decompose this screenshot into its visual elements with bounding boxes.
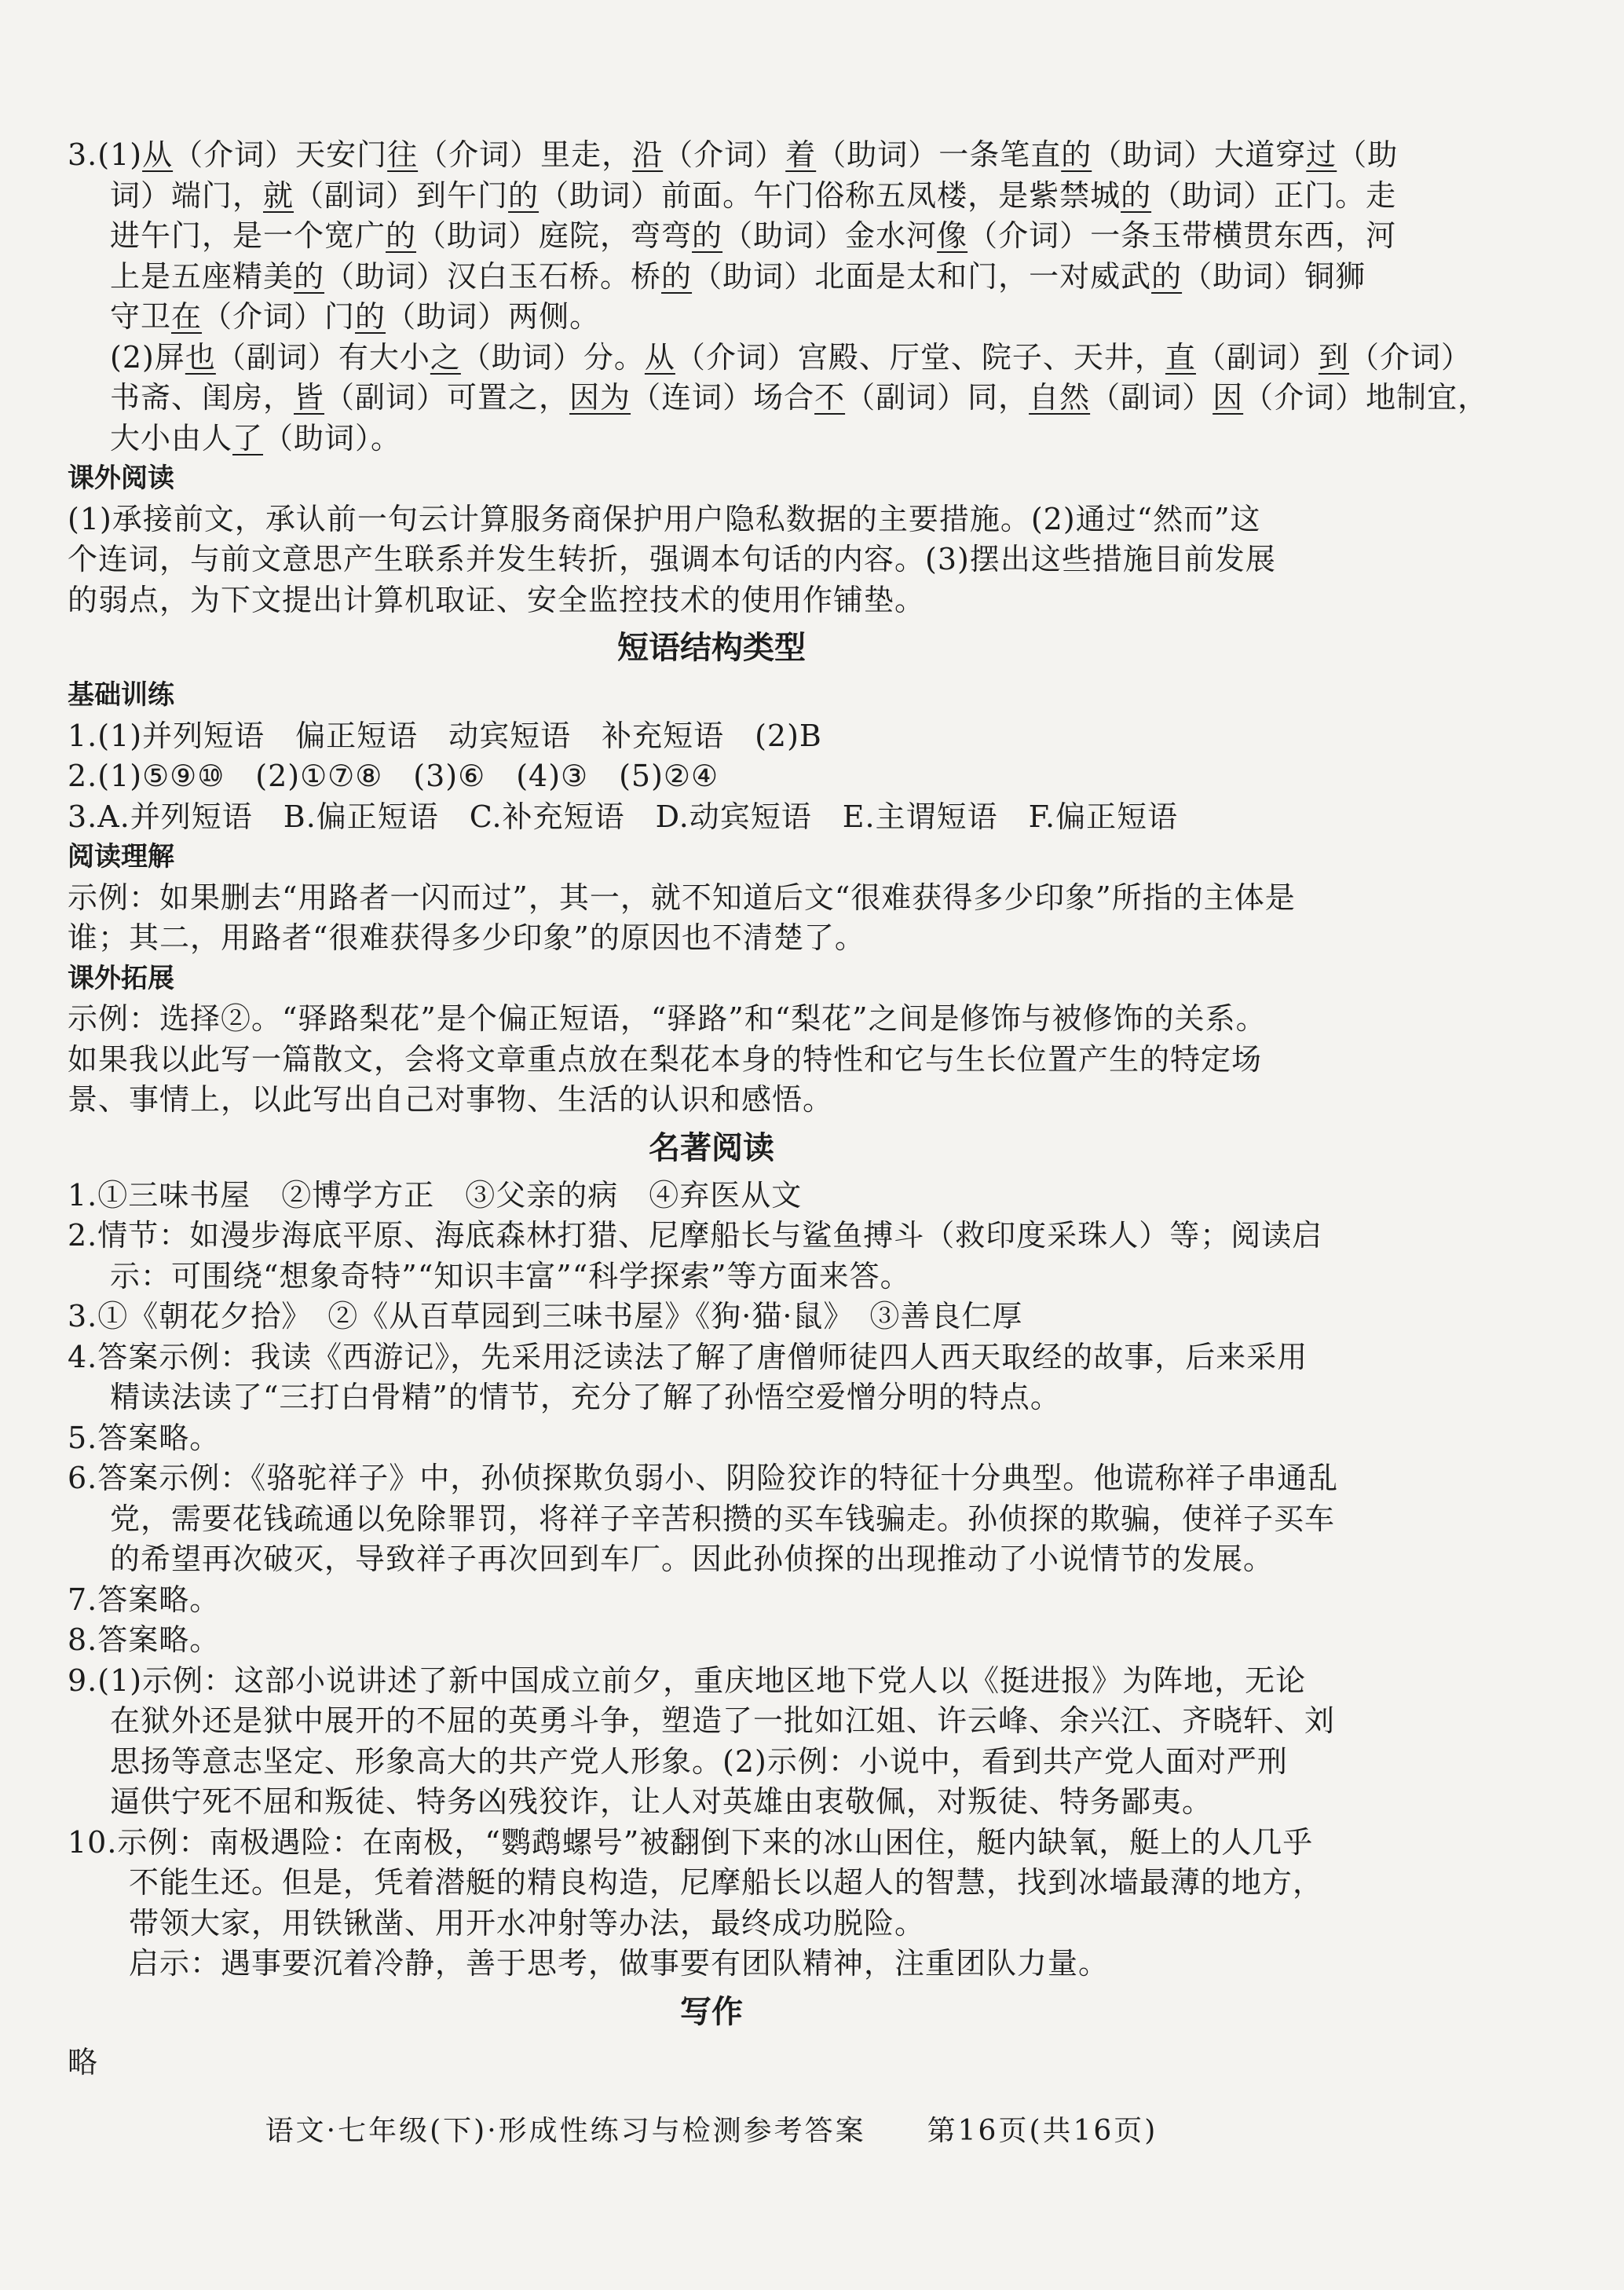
text-run: （助词）前面。午门俗称五凤楼，是紫禁城 <box>539 177 1121 213</box>
text-line: 精读法读了“三打白骨精”的情节，充分了解了孙悟空爱憎分明的特点。 <box>110 1380 1061 1414</box>
text-run: （助词）一条笔直 <box>816 137 1062 172</box>
writing-answer: 略 <box>68 2044 99 2080</box>
text-line: 6.答案示例：《骆驼祥子》中，孙侦探欺负弱小、阴险狡诈的特征十分典型。他谎称祥子串通乱 <box>68 1461 1339 1495</box>
text-line: 党，需要花钱疏通以免除罪罚，将祥子辛苦积攒的买车钱骗走。孙侦探的欺骗，使祥子买车 <box>110 1501 1336 1536</box>
section-heading-extension: 课外拓展 <box>68 962 174 994</box>
text-run: （副词） <box>1090 380 1213 415</box>
underlined-word: 从 <box>644 339 675 375</box>
text-line: 8.答案略。 <box>68 1622 221 1657</box>
text-line: 示例：选择②。“驿路梨花”是个偏正短语，“驿路”和“梨花”之间是修饰与被修饰的关系。 <box>68 1001 1267 1036</box>
text-line: 景、事情上，以此写出自己对事物、生活的认识和感悟。 <box>68 1082 834 1117</box>
underlined-word: 直 <box>1165 339 1196 375</box>
text-run: （介词）里走， <box>418 137 633 172</box>
underlined-word: 沿 <box>632 137 664 172</box>
text-run: （介词） <box>663 137 786 172</box>
underlined-word: 从 <box>142 137 174 172</box>
text-line: 3.①《朝花夕拾》 ②《从百草园到三味书屋》《狗·猫·鼠》 ③善良仁厚 <box>68 1299 1023 1333</box>
underlined-word: 的 <box>294 258 325 294</box>
text-line: 的希望再次破灭，导致祥子再次回到车厂。因此孙侦探的出现推动了小说情节的发展。 <box>110 1542 1275 1576</box>
text-run: （介词）宫殿、厅堂、院子、天井， <box>675 339 1165 375</box>
text-line: 的弱点，为下文提出计算机取证、安全监控技术的使用作铺垫。 <box>68 582 926 617</box>
section-heading-extracurricular-reading: 课外阅读 <box>68 463 174 494</box>
underlined-word: 在 <box>171 299 203 334</box>
text-line: 7.答案略。 <box>68 1582 221 1617</box>
text-run: （助词）金水河 <box>722 218 938 253</box>
section-heading-basic-training: 基础训练 <box>68 679 174 711</box>
text-line: 示例：如果删去“用路者一闪而过”，其一，就不知道后文“很难获得多少印象”所指的主体是 <box>68 880 1296 915</box>
text-line: 思扬等意志坚定、形象高大的共产党人形象。(2)示例：小说中，看到共产党人面对严刑 <box>110 1743 1288 1779</box>
underlined-word: 因为 <box>569 380 631 415</box>
text-line: 1.①三味书屋 ②博学方正 ③父亲的病 ④弃医从文 <box>68 1177 803 1213</box>
text-run: （副词） <box>1195 339 1319 375</box>
underlined-word: 的 <box>1151 258 1183 294</box>
underlined-word: 的 <box>1061 137 1092 172</box>
underlined-word: 的 <box>1121 177 1152 213</box>
text-line: 10.示例：南极遇险：在南极，“鹦鹉螺号”被翻倒下来的冰山困住，艇内缺氧，艇上的人几乎 <box>68 1824 1314 1860</box>
text-run: （助 <box>1337 137 1399 172</box>
q3-line-6 <box>68 338 1472 379</box>
underlined-word: 也 <box>185 339 216 375</box>
text-run: （介词） <box>1348 339 1472 375</box>
text-run: （介词）一条玉带横贯东西，河 <box>967 218 1397 253</box>
text-line: 4.答案示例：我读《西游记》，先采用泛读法了解了唐僧师徒四人西天取经的故事，后来采用 <box>68 1339 1308 1374</box>
underlined-word: 皆 <box>294 380 325 415</box>
text-line: 个连词，与前文意思产生联系并发生转折，强调本句话的内容。(3)摆出这些措施目前发展 <box>68 542 1276 576</box>
text-run: 书斋、闺房， <box>110 380 294 415</box>
underlined-word: 像 <box>937 218 968 253</box>
text-run: （介词）地制宜， <box>1243 380 1489 415</box>
text-run: (2)屏 <box>110 339 185 375</box>
underlined-word: 着 <box>785 137 817 172</box>
underlined-word: 就 <box>263 177 294 213</box>
underlined-word: 的 <box>386 218 417 253</box>
text-run: （副词）同， <box>845 380 1030 415</box>
q3-line-4 <box>68 257 1366 298</box>
underlined-word: 到 <box>1318 339 1349 375</box>
chapter-title-classic-reading: 名著阅读 <box>649 1129 774 1166</box>
chapter-title-phrase-structure: 短语结构类型 <box>617 630 806 666</box>
text-run: （介词）门 <box>202 299 356 334</box>
underlined-word: 往 <box>387 137 419 172</box>
text-line: 2.(1)⑤⑨⑩ (2)①⑦⑧ (3)⑥ (4)③ (5)②④ <box>68 759 719 793</box>
text-run: （助词）北面是太和门，一对威武 <box>692 258 1152 294</box>
underlined-word: 的 <box>508 177 540 213</box>
text-run: （副词）到午门 <box>294 177 509 213</box>
text-run: （副词）可置之， <box>324 380 570 415</box>
text-run: （助词）大道穿 <box>1092 137 1307 172</box>
text-line: 2.情节：如漫步海底平原、海底森林打猎、尼摩船长与鲨鱼搏斗（救印度采珠人）等；阅读启 <box>68 1218 1323 1253</box>
text-run: （助词）庭院，弯弯 <box>416 218 693 253</box>
q3-line-2 <box>68 176 1397 217</box>
text-run: 进午门，是一个宽广 <box>110 218 386 253</box>
text-run: （助词）分。 <box>460 339 645 375</box>
text-run: （副词）有大小 <box>215 339 430 375</box>
text-run: （助词）两侧。 <box>386 299 601 334</box>
underlined-word: 的 <box>661 258 693 294</box>
text-line: 在狱外还是狱中展开的不屈的英勇斗争，塑造了一批如江姐、许云峰、余兴江、齐晓轩、刘 <box>110 1703 1336 1738</box>
chapter-title-writing: 写作 <box>680 1993 743 2030</box>
q3-line-3 <box>68 216 1397 257</box>
text-run: 大小由人 <box>110 420 233 455</box>
q3-line-7 <box>68 378 1489 419</box>
text-line: 不能生还。但是，凭着潜艇的精良构造，尼摩船长以超人的智慧，找到冰墙最薄的地方， <box>129 1865 1324 1900</box>
text-run: （助词）汉白玉石桥。桥 <box>324 258 662 294</box>
text-line: 示：可围绕“想象奇特”“知识丰富”“科学探索”等方面来答。 <box>110 1258 911 1293</box>
answer-content <box>68 135 1489 2083</box>
text-run: 上是五座精美 <box>110 258 294 294</box>
q3-line-8 <box>68 419 1355 459</box>
text-run: （连词）场合 <box>631 380 815 415</box>
underlined-word: 了 <box>232 420 264 455</box>
text-run: （助词）正门。走 <box>1151 177 1397 213</box>
underlined-word: 过 <box>1306 137 1337 172</box>
section-heading-reading-comprehension: 阅读理解 <box>68 841 174 872</box>
text-line: 谁；其二，用路者“很难获得多少印象”的原因也不清楚了。 <box>68 920 865 955</box>
underlined-word: 因 <box>1213 380 1244 415</box>
text-line: 5.答案略。 <box>68 1420 221 1455</box>
text-run: （介词）天安门 <box>173 137 388 172</box>
underlined-word: 不 <box>814 380 846 415</box>
page-footer: 语文·七年级(下)·形成性练习与检测参考答案 第16页(共16页) <box>265 2115 1158 2147</box>
text-run: （助词）铜狮 <box>1182 258 1366 294</box>
text-run: 词）端门， <box>110 177 264 213</box>
q3-line-1 <box>68 135 1399 176</box>
text-run: 3.(1) <box>68 137 143 172</box>
text-run: （助词）。 <box>263 420 402 455</box>
underlined-word: 的 <box>692 218 723 253</box>
text-line: 逼供宁死不屈和叛徒、特务凶残狡诈，让人对英雄由衷敬佩，对叛徒、特务鄙夷。 <box>110 1784 1213 1819</box>
text-line: (1)承接前文，承认前一句云计算服务商保护用户隐私数据的主要措施。(2)通过“然而”这 <box>68 501 1261 536</box>
text-line: 如果我以此写一篇散文，会将文章重点放在梨花本身的特性和它与生长位置产生的特定场 <box>68 1041 1263 1077</box>
underlined-word: 之 <box>430 339 461 375</box>
text-line: 9.(1)示例：这部小说讲述了新中国成立前夕，重庆地区地下党人以《挺进报》为阵地，无论 <box>68 1663 1307 1698</box>
underlined-word: 的 <box>355 299 386 334</box>
text-line: 带领大家，用铁锹凿、用开水冲射等办法，最终成功脱险。 <box>129 1905 926 1941</box>
underlined-word: 自然 <box>1029 380 1091 415</box>
q3-line-5 <box>68 297 1355 338</box>
text-run: 守卫 <box>110 299 172 334</box>
text-line: 3.A.并列短语 B.偏正短语 C.补充短语 D.动宾短语 E.主谓短语 F.偏正短语 <box>68 799 1179 834</box>
text-line: 启示：遇事要沉着冷静，善于思考，做事要有团队精神，注重团队力量。 <box>129 1946 1110 1981</box>
text-line: 1.(1)并列短语 偏正短语 动宾短语 补充短语 (2)B <box>68 718 822 753</box>
